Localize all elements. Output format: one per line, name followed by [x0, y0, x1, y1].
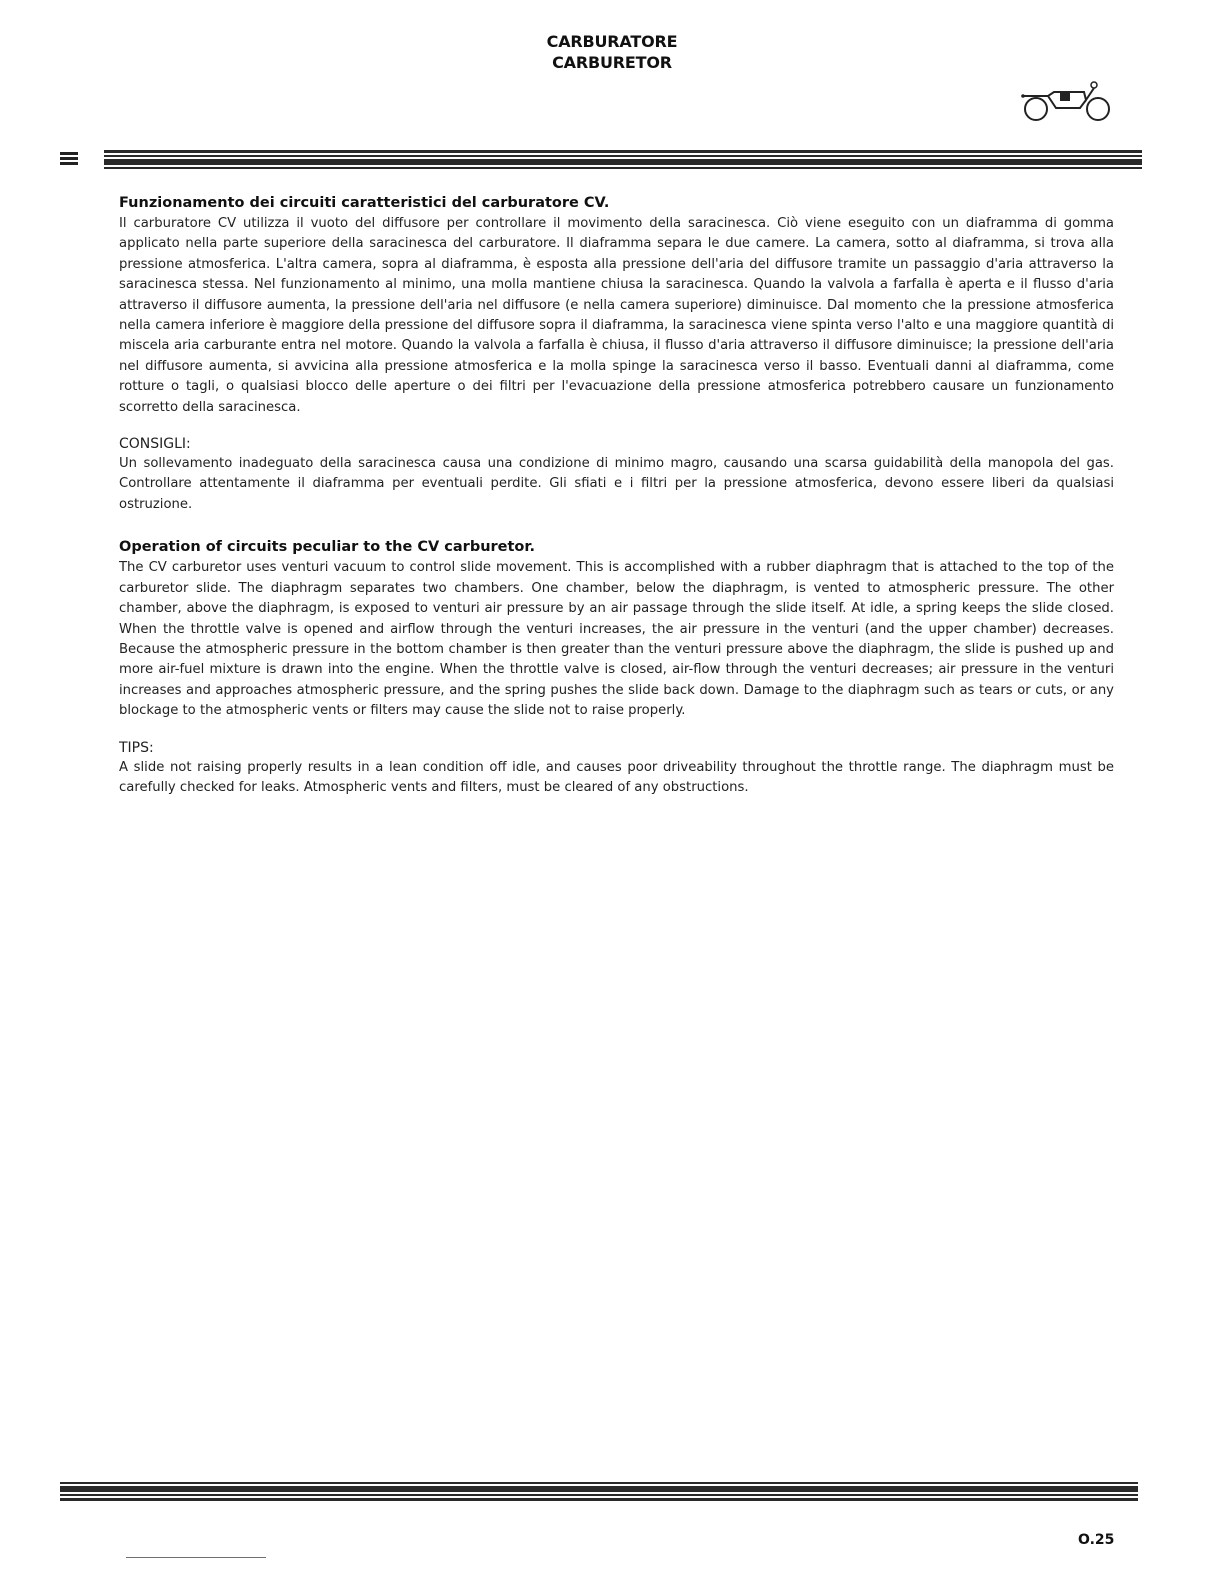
- motorcycle-icon: [1014, 78, 1116, 124]
- section-body-english: The CV carburetor uses venturi vacuum to control slide movement. This is accomplished with a rubber diaphragm that is attached to the top of the carburetor slide. The diaphragm separates two chambers. One chamber, below the diaphragm, is vented to atmospheric pressure. The other chamber, above the diaphragm, is exposed to venturi air pressure by an air passage through the slide itself. At idle, a spring keeps the slide closed. When the throttle valve is opened and airflow through the venturi increases, the air pressure in the venturi (and the upper chamber) decreases. Because the atmospheric pressure in the bottom chamber is then greater than the venturi pressure above the diaphragm, the slide is pushed up and more air-fuel mixture is drawn into the engine. When the throttle valve is closed, air-flow through the venturi decreases; air pressure in the venturi increases and approaches atmospheric pressure, and the spring pushes the slide back down. Damage to the diaphragm such as tears or cuts, or any blockage to the atmospheric vents or filters may cause the slide not to raise properly.: [119, 560, 1114, 719]
- section-italian: [119, 193, 1114, 515]
- document-body: [119, 193, 1114, 798]
- section-heading-italian: Funzionamento dei circuiti caratteristici del carburatore CV.: [119, 195, 610, 211]
- page-title: [0, 31, 1224, 73]
- header-rule: [104, 150, 1142, 170]
- section-english: [119, 537, 1114, 798]
- section-body-italian: Il carburatore CV utilizza il vuoto del diffusore per controllare il movimento della saracinesca. Ciò viene eseguito con un diaframma di gomma applicato nella parte superiore della saracinesca del carburatore. Il diaframma separa le due camere. La camera, sotto al diaframma, si trova alla pressione atmosferica. L'altra camera, sopra al diaframma, è esposta alla pressione dell'aria del diffusore tramite un passaggio d'aria attraverso la saracinesca stessa. Nel funzionamento al minimo, una molla mantiene chiusa la saracinesca. Quando la valvola a farfalla è aperta e il flusso d'aria attraverso il diffusore aumenta, la pressione dell'aria nel diffusore (e nella camera superiore) diminuisce. Dal momento che la pressione atmosferica nella camera inferiore è maggiore della pressione del diffusore sopra il diaframma, la saracinesca viene spinta verso l'alto e una maggiore quantità di miscela aria carburante entra nel motore. Quando la valvola a farfalla è chiusa, il flusso d'aria attraverso il diffusore diminuisce; la pressione dell'aria nel diffusore aumenta, si avvicina alla pressione atmosferica e la molla spinge la saracinesca verso il basso. Eventuali danni al diaframma, come rotture o tagli, o qualsiasi blocco delle aperture o dei filtri per l'evacuazione della pressione atmosferica potrebbero causare un funzionamento scorretto della saracinesca.: [119, 216, 1114, 415]
- page-number: O.25: [1078, 1532, 1115, 1548]
- chapter-marker: [60, 152, 78, 168]
- page-title-english: CARBURETOR: [552, 53, 672, 72]
- section-heading-english: Operation of circuits peculiar to the CV carburetor.: [119, 539, 535, 556]
- footer-underline: [126, 1557, 266, 1558]
- tips-label-italian: CONSIGLI:: [119, 436, 191, 453]
- tips-label-english: TIPS:: [119, 739, 154, 756]
- footer-rule: [60, 1482, 1138, 1504]
- tips-body-italian: Un sollevamento inadeguato della saracinesca causa una condizione di minimo magro, causando una scarsa guidabilità della manopola del gas. Controllare attentamente il diaframma per eventuali perdite. Gli sfiati e i filtri per la pressione atmosferica, devono essere liberi da qualsiasi ostruzione.: [119, 456, 1114, 512]
- tips-body-english: A slide not raising properly results in a lean condition off idle, and causes poor driveability throughout the throttle range. The diaphragm must be carefully checked for leaks. Atmospheric vents and filters, must be cleared of any obstructions.: [119, 759, 1114, 795]
- page-title-italian: CARBURATORE: [546, 32, 678, 51]
